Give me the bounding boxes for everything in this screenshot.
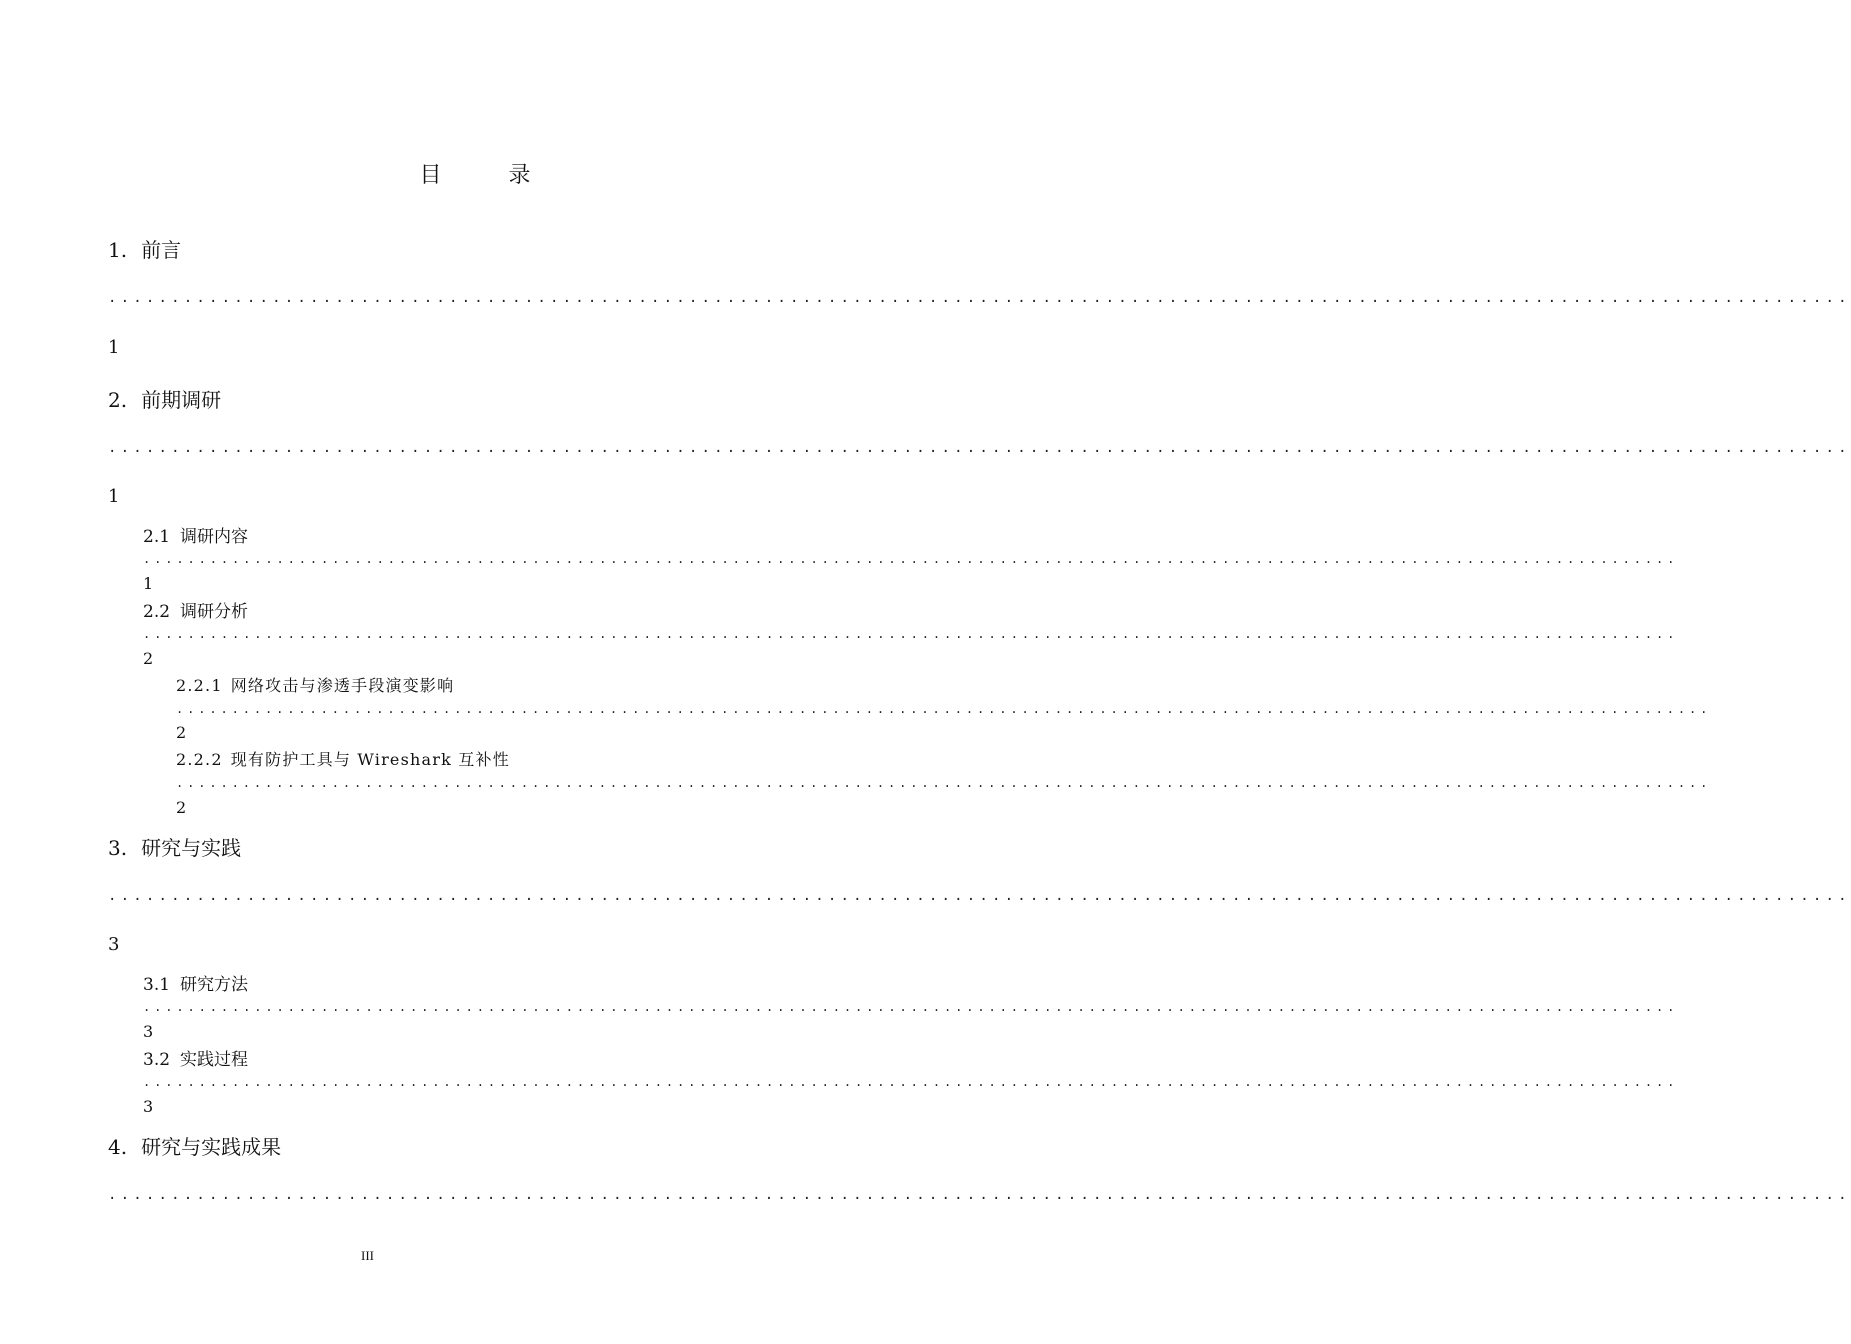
toc-entry-number: 1. — [108, 238, 128, 262]
toc-leader-dots: .......................................................................................................................................... — [176, 776, 1712, 790]
toc-page-number: 3 — [108, 934, 120, 955]
toc-entry-4[interactable] — [108, 1131, 281, 1160]
toc-entry-3-2[interactable] — [143, 1045, 248, 1070]
toc-entry-label: 研究与实践 — [141, 836, 242, 860]
toc-entry-2-2-2[interactable] — [176, 747, 510, 770]
toc-page-number: 1 — [108, 486, 120, 507]
toc-leader-dots: .......................................................................................................................................... — [143, 627, 1679, 641]
toc-entry-label: 前期调研 — [141, 388, 222, 412]
toc-page-number: 2 — [143, 649, 154, 668]
toc-page-number: 2 — [176, 723, 187, 742]
toc-entry-number: 3. — [108, 836, 128, 860]
toc-entry-label: 网络攻击与渗透手段演变影响 — [230, 676, 455, 695]
toc-entry-3-1[interactable] — [143, 970, 248, 995]
toc-entry-label: 实践过程 — [180, 1050, 249, 1070]
page-footer-number: III — [361, 1248, 374, 1263]
toc-entry-label: 调研分析 — [180, 602, 249, 622]
toc-entry-number: 4. — [108, 1135, 128, 1159]
toc-entry-3[interactable] — [108, 832, 241, 861]
toc-entry-number: 2. — [108, 388, 128, 412]
toc-entry-2-2-1[interactable] — [176, 673, 454, 696]
toc-leader-dots: .......................................................................................................................................... — [143, 1000, 1679, 1014]
toc-entry-number: 2.2.1 — [176, 676, 223, 695]
toc-leader-dots: .......................................................................................................................................... — [176, 702, 1712, 716]
toc-page-number: 3 — [143, 1097, 154, 1116]
toc-entry-2-2[interactable] — [143, 597, 248, 622]
toc-page-number: 3 — [143, 1022, 154, 1041]
toc-leader-dots: .......................................................................................................................................... — [108, 290, 1851, 306]
toc-leader-dots: .......................................................................................................................................... — [143, 552, 1679, 566]
toc-entry-label: 现有防护工具与 Wireshark 互补性 — [230, 750, 510, 769]
toc-leader-dots: .......................................................................................................................................... — [108, 440, 1851, 456]
toc-entry-2[interactable] — [108, 384, 221, 413]
toc-entry-number: 3.2 — [143, 1050, 171, 1070]
toc-entry-2-1[interactable] — [143, 522, 248, 547]
page-title: 目 录 — [419, 163, 561, 188]
toc-entry-label: 研究方法 — [180, 975, 249, 995]
toc-page-number: 2 — [176, 798, 187, 817]
toc-entry-number: 2.2.2 — [176, 750, 223, 769]
toc-leader-dots: .......................................................................................................................................... — [108, 888, 1851, 904]
toc-entry-number: 3.1 — [143, 975, 171, 995]
toc-entry-number: 2.2 — [143, 602, 171, 622]
toc-leader-dots: .......................................................................................................................................... — [108, 1187, 1851, 1203]
toc-entry-number: 2.1 — [143, 527, 171, 547]
toc-entry-label: 调研内容 — [180, 527, 249, 547]
toc-entry-label: 研究与实践成果 — [141, 1135, 282, 1159]
toc-entry-1[interactable] — [108, 234, 181, 263]
toc-page-number: 1 — [108, 337, 120, 358]
toc-page-number: 1 — [143, 574, 154, 593]
toc-entry-label: 前言 — [141, 238, 182, 262]
toc-leader-dots: .......................................................................................................................................... — [143, 1075, 1679, 1089]
